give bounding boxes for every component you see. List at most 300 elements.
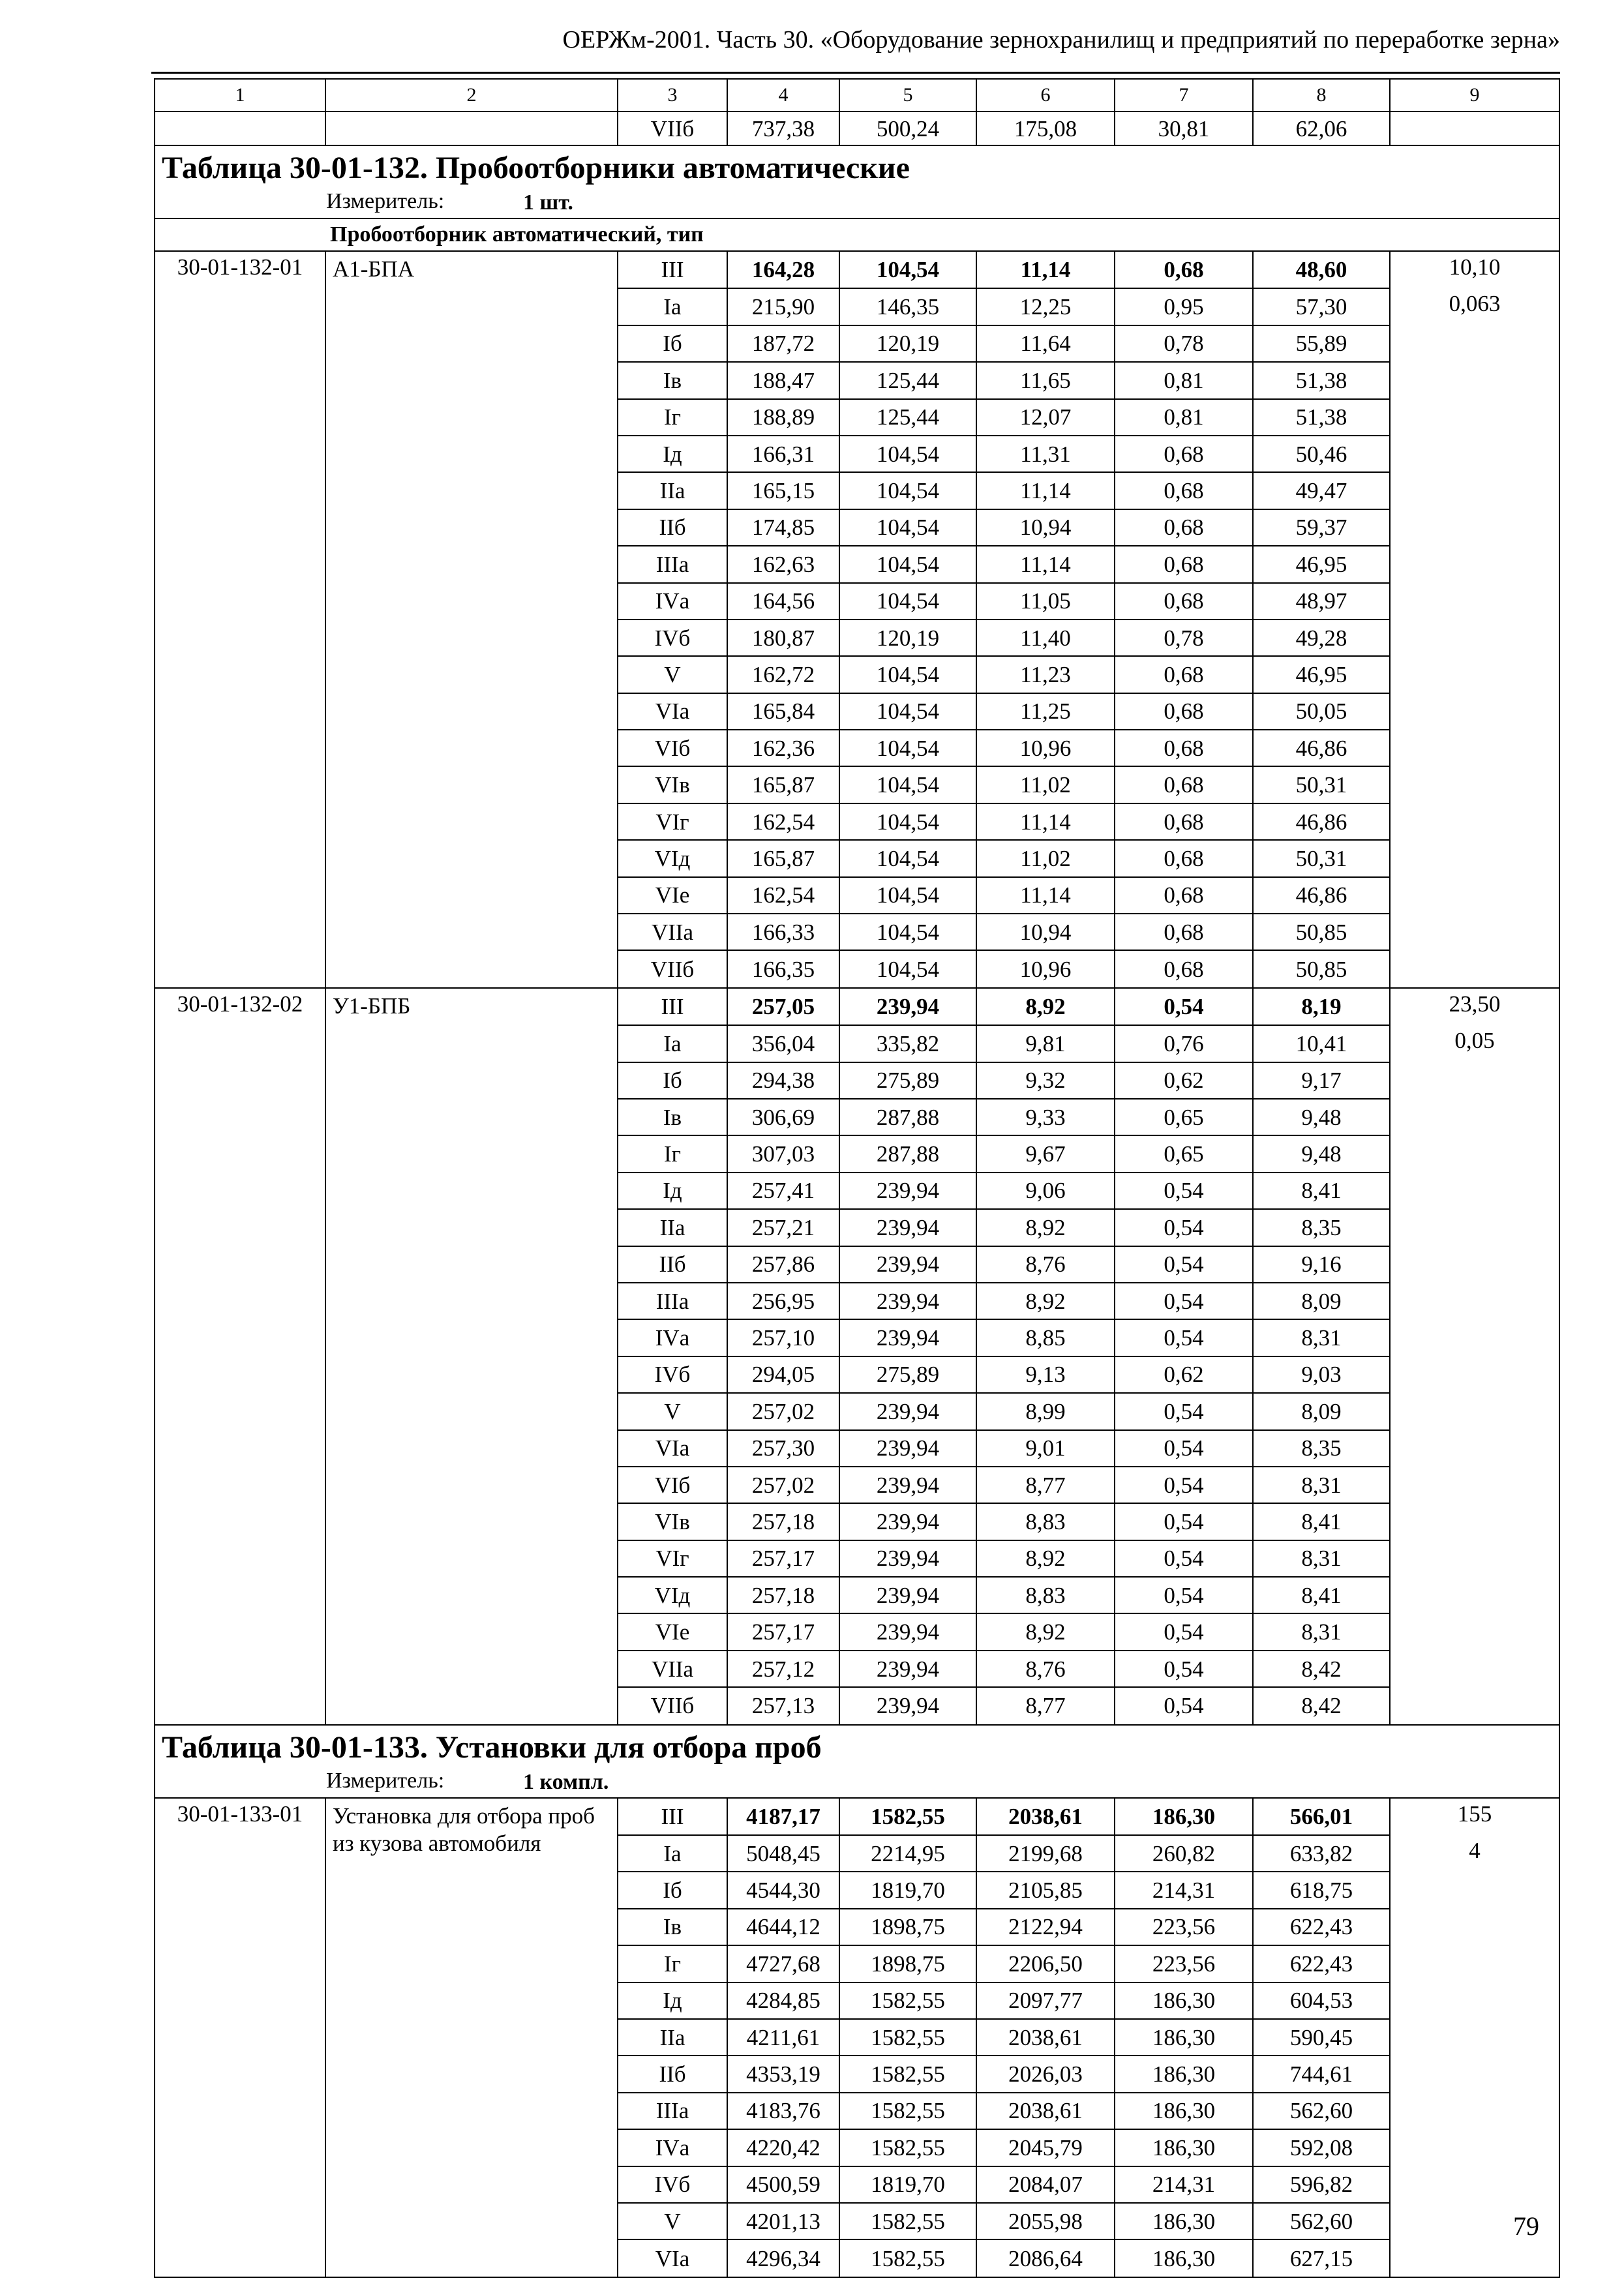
zone-cell: IIIа	[618, 546, 727, 582]
value-cell: 0,68	[1115, 840, 1253, 876]
value-cell: 8,77	[976, 1467, 1115, 1503]
value-cell: 1582,55	[839, 1798, 976, 1835]
value-cell: 0,68	[1115, 583, 1253, 620]
value-cell: 104,54	[839, 730, 976, 766]
value-cell: 500,24	[839, 112, 976, 145]
value-cell: 49,47	[1253, 472, 1390, 509]
zone-cell: VIе	[618, 877, 727, 914]
value-cell: 223,56	[1115, 1909, 1253, 1945]
value-cell: 0,54	[1115, 1173, 1253, 1209]
value-cell: 104,54	[839, 436, 976, 472]
value-cell: 335,82	[839, 1025, 976, 1062]
value-cell: 2206,50	[976, 1945, 1115, 1982]
value-cell: 0,54	[1115, 1687, 1253, 1724]
value-cell: 0,68	[1115, 730, 1253, 766]
value-cell: 125,44	[839, 399, 976, 436]
value-cell: 0,62	[1115, 1356, 1253, 1393]
value-cell: 2038,61	[976, 2093, 1115, 2129]
value-cell: 4353,19	[727, 2056, 839, 2092]
zone-cell: VIIа	[618, 914, 727, 950]
value-cell: 2105,85	[976, 1872, 1115, 1908]
value-cell: 8,42	[1253, 1687, 1390, 1724]
value-cell: 8,41	[1253, 1577, 1390, 1613]
empty-cell	[1390, 1430, 1559, 1467]
zone-cell: VIв	[618, 766, 727, 803]
value-cell: 11,05	[976, 583, 1115, 620]
value-cell: 164,56	[727, 583, 839, 620]
zone-cell: VIд	[618, 1577, 727, 1613]
value-cell: 50,31	[1253, 840, 1390, 876]
value-cell: 186,30	[1115, 1982, 1253, 2019]
section-header-row	[155, 145, 1559, 218]
value-cell: 306,69	[727, 1099, 839, 1135]
value-cell: 11,14	[976, 803, 1115, 840]
value-cell: 10,41	[1253, 1025, 1390, 1062]
value-cell: 2086,64	[976, 2239, 1115, 2277]
value-cell: 0,54	[1115, 1209, 1253, 1246]
empty-cell	[1390, 472, 1559, 509]
value-cell: 2026,03	[976, 2056, 1115, 2092]
header-rule	[151, 72, 1560, 74]
value-cell: 9,81	[976, 1025, 1115, 1062]
empty-cell	[1390, 1945, 1559, 1982]
zone-cell: IVб	[618, 620, 727, 656]
value-cell: 0,95	[1115, 288, 1253, 325]
value-cell: 50,05	[1253, 693, 1390, 730]
value-cell: 30,81	[1115, 112, 1253, 145]
value-cell: 239,94	[839, 1577, 976, 1613]
value-cell: 9,32	[976, 1062, 1115, 1099]
zone-cell: Iг	[618, 1945, 727, 1982]
value-cell: 180,87	[727, 620, 839, 656]
zone-cell: IIIа	[618, 2093, 727, 2129]
value-cell: 11,65	[976, 362, 1115, 398]
value-cell: 8,92	[976, 1613, 1115, 1650]
column-number: 7	[1115, 79, 1253, 112]
zone-cell: Iв	[618, 362, 727, 398]
value-cell: 0,68	[1115, 436, 1253, 472]
subgroup-title: Пробоотборник автоматический, тип	[155, 218, 1559, 251]
zone-cell: VIб	[618, 1467, 727, 1503]
value-cell: 8,92	[976, 1283, 1115, 1319]
value-cell: 0,68	[1115, 766, 1253, 803]
value-cell: 215,90	[727, 288, 839, 325]
value-cell: 744,61	[1253, 2056, 1390, 2092]
zone-cell: V	[618, 2203, 727, 2239]
zone-cell: Iа	[618, 1025, 727, 1062]
zone-cell: Iг	[618, 1135, 727, 1172]
value-cell: 0,68	[1115, 803, 1253, 840]
zone-cell: IIб	[618, 1246, 727, 1283]
value-cell: 4201,13	[727, 2203, 839, 2239]
value-cell: 0,54	[1115, 1393, 1253, 1429]
zone-cell: Iд	[618, 436, 727, 472]
value-cell: 186,30	[1115, 2129, 1253, 2166]
value-cell: 0,68	[1115, 472, 1253, 509]
empty-cell	[1390, 2129, 1559, 2166]
value-cell: 1582,55	[839, 2239, 976, 2277]
value-cell: 1898,75	[839, 1945, 976, 1982]
zone-cell: Iб	[618, 1062, 727, 1099]
value-cell: 2214,95	[839, 1835, 976, 1872]
continuation-row	[155, 112, 1559, 145]
column-number: 5	[839, 79, 976, 112]
column-number: 3	[618, 79, 727, 112]
value-cell: 622,43	[1253, 1909, 1390, 1945]
empty-cell	[1390, 1577, 1559, 1613]
value-cell: 11,23	[976, 656, 1115, 693]
value-cell: 592,08	[1253, 2129, 1390, 2166]
zone-cell: Iд	[618, 1173, 727, 1209]
value-cell: 0,54	[1115, 1503, 1253, 1540]
value-cell: 8,19	[1253, 988, 1390, 1025]
empty-cell	[1390, 656, 1559, 693]
value-cell: 356,04	[727, 1025, 839, 1062]
value-cell: 2097,77	[976, 1982, 1115, 2019]
empty-cell	[1390, 2166, 1559, 2203]
value-cell: 8,31	[1253, 1540, 1390, 1577]
value-cell: 104,54	[839, 950, 976, 987]
zone-cell: VIа	[618, 693, 727, 730]
empty-cell	[1390, 1872, 1559, 1908]
value-cell: 287,88	[839, 1099, 976, 1135]
empty-cell	[1390, 1393, 1559, 1429]
value-cell: 239,94	[839, 1173, 976, 1209]
value-cell: 12,25	[976, 288, 1115, 325]
zone-cell: IVа	[618, 583, 727, 620]
value-cell: 10,94	[976, 914, 1115, 950]
empty-cell	[1390, 1909, 1559, 1945]
value-cell: 239,94	[839, 988, 976, 1025]
zone-cell: VIе	[618, 1613, 727, 1650]
item-name: Установка для отбора проб из кузова автомобиля	[325, 1798, 618, 2277]
value-cell: 257,12	[727, 1651, 839, 1687]
value-cell: 0,68	[1115, 546, 1253, 582]
value-cell: 0,54	[1115, 1246, 1253, 1283]
empty-cell	[1390, 1062, 1559, 1099]
value-cell: 0,68	[1115, 693, 1253, 730]
item-name: У1-БПБ	[325, 988, 618, 1725]
value-cell: 257,41	[727, 1173, 839, 1209]
empty-cell	[1390, 1319, 1559, 1356]
value-cell: 174,85	[727, 509, 839, 546]
value-cell: 0,68	[1115, 877, 1253, 914]
zone-cell: IIа	[618, 472, 727, 509]
value-cell: 8,83	[976, 1503, 1115, 1540]
value-cell: 239,94	[839, 1467, 976, 1503]
column-number: 4	[727, 79, 839, 112]
value-cell: 2038,61	[976, 1798, 1115, 1835]
item-code: 30-01-132-02	[155, 988, 325, 1725]
value-cell: 10,96	[976, 950, 1115, 987]
value-cell: 562,60	[1253, 2093, 1390, 2129]
empty-cell	[1390, 2239, 1559, 2277]
value-cell: 239,94	[839, 1503, 976, 1540]
value-cell: 8,99	[976, 1393, 1115, 1429]
empty-cell	[1390, 1651, 1559, 1687]
value-cell: 188,47	[727, 362, 839, 398]
empty-cell	[1390, 1135, 1559, 1172]
value-cell: 562,60	[1253, 2203, 1390, 2239]
value-cell: 165,87	[727, 766, 839, 803]
table-row	[155, 251, 1559, 288]
value-cell: 104,54	[839, 656, 976, 693]
empty-cell	[1390, 1687, 1559, 1724]
value-cell: 11,40	[976, 620, 1115, 656]
value-cell: 57,30	[1253, 288, 1390, 325]
value-cell: 9,67	[976, 1135, 1115, 1172]
empty-cell	[1390, 509, 1559, 546]
value-cell: 4500,59	[727, 2166, 839, 2203]
value-cell: 162,63	[727, 546, 839, 582]
value-cell: 2084,07	[976, 2166, 1115, 2203]
unit-line	[155, 184, 1559, 218]
value-cell: 257,30	[727, 1430, 839, 1467]
extra-value-cell: 155	[1390, 1798, 1559, 1835]
table-row	[155, 1798, 1559, 1835]
value-cell: 2122,94	[976, 1909, 1115, 1945]
value-cell: 257,05	[727, 988, 839, 1025]
value-cell: 633,82	[1253, 1835, 1390, 1872]
value-cell: 1582,55	[839, 1982, 976, 2019]
zone-cell: Iа	[618, 288, 727, 325]
value-cell: 9,01	[976, 1430, 1115, 1467]
value-cell: 11,14	[976, 546, 1115, 582]
column-number: 2	[325, 79, 618, 112]
zone-cell: Iд	[618, 1982, 727, 2019]
value-cell: 162,72	[727, 656, 839, 693]
value-cell: 9,48	[1253, 1099, 1390, 1135]
zone-cell: III	[618, 1798, 727, 1835]
value-cell: 307,03	[727, 1135, 839, 1172]
value-cell: 11,02	[976, 766, 1115, 803]
empty-cell	[1390, 1283, 1559, 1319]
section-header	[155, 1725, 1559, 1798]
value-cell: 104,54	[839, 509, 976, 546]
value-cell: 239,94	[839, 1540, 976, 1577]
value-cell: 239,94	[839, 1687, 976, 1724]
value-cell: 0,81	[1115, 362, 1253, 398]
value-cell: 2055,98	[976, 2203, 1115, 2239]
value-cell: 46,86	[1253, 877, 1390, 914]
zone-cell: Iб	[618, 1872, 727, 1908]
value-cell: 239,94	[839, 1393, 976, 1429]
value-cell: 146,35	[839, 288, 976, 325]
extra-value-cell: 4	[1390, 1835, 1559, 1872]
empty-cell	[1390, 1099, 1559, 1135]
value-cell: 4644,12	[727, 1909, 839, 1945]
value-cell: 0,54	[1115, 1319, 1253, 1356]
value-cell: 214,31	[1115, 2166, 1253, 2203]
value-cell: 48,60	[1253, 251, 1390, 288]
value-cell: 165,84	[727, 693, 839, 730]
zone-cell: VIб	[618, 730, 727, 766]
subgroup-row	[155, 218, 1559, 251]
empty-cell	[1390, 2093, 1559, 2129]
zone-cell: VIIб	[618, 950, 727, 987]
empty-cell	[1390, 840, 1559, 876]
value-cell: 165,87	[727, 840, 839, 876]
value-cell: 12,07	[976, 399, 1115, 436]
value-cell: 11,14	[976, 877, 1115, 914]
section-header-row	[155, 1725, 1559, 1798]
zone-cell: VIв	[618, 1503, 727, 1540]
value-cell: 8,42	[1253, 1651, 1390, 1687]
value-cell: 0,68	[1115, 509, 1253, 546]
value-cell: 4284,85	[727, 1982, 839, 2019]
value-cell: 104,54	[839, 693, 976, 730]
value-cell: 9,17	[1253, 1062, 1390, 1099]
value-cell: 294,38	[727, 1062, 839, 1099]
value-cell: 9,13	[976, 1356, 1115, 1393]
empty-cell	[1390, 1503, 1559, 1540]
value-cell: 0,76	[1115, 1025, 1253, 1062]
value-cell: 10,94	[976, 509, 1115, 546]
value-cell: 120,19	[839, 620, 976, 656]
zone-cell: IVб	[618, 2166, 727, 2203]
value-cell: 166,35	[727, 950, 839, 987]
zone-cell: IIа	[618, 2019, 727, 2056]
value-cell: 8,35	[1253, 1430, 1390, 1467]
value-cell: 2199,68	[976, 1835, 1115, 1872]
value-cell: 166,31	[727, 436, 839, 472]
empty-cell	[1390, 620, 1559, 656]
value-cell: 11,02	[976, 840, 1115, 876]
value-cell: 46,95	[1253, 546, 1390, 582]
zone-cell: III	[618, 251, 727, 288]
value-cell: 0,54	[1115, 1651, 1253, 1687]
value-cell: 5048,45	[727, 1835, 839, 1872]
empty-cell	[1390, 325, 1559, 362]
value-cell: 186,30	[1115, 2093, 1253, 2129]
value-cell: 0,65	[1115, 1099, 1253, 1135]
value-cell: 239,94	[839, 1283, 976, 1319]
value-cell: 275,89	[839, 1062, 976, 1099]
value-cell: 4183,76	[727, 2093, 839, 2129]
zone-cell: VIIа	[618, 1651, 727, 1687]
unit-label: Измеритель:	[326, 189, 445, 213]
value-cell: 257,18	[727, 1577, 839, 1613]
value-cell: 49,28	[1253, 620, 1390, 656]
empty-cell	[1390, 1246, 1559, 1283]
item-code: 30-01-132-01	[155, 251, 325, 988]
value-cell: 0,65	[1115, 1135, 1253, 1172]
value-cell: 9,16	[1253, 1246, 1390, 1283]
value-cell: 11,64	[976, 325, 1115, 362]
value-cell: 0,68	[1115, 251, 1253, 288]
section-header	[155, 145, 1559, 218]
column-number: 1	[155, 79, 325, 112]
zone-cell: VIIб	[618, 112, 727, 145]
value-cell: 256,95	[727, 1283, 839, 1319]
value-cell: 0,54	[1115, 1430, 1253, 1467]
value-cell: 8,92	[976, 1209, 1115, 1246]
value-cell: 294,05	[727, 1356, 839, 1393]
value-cell: 0,62	[1115, 1062, 1253, 1099]
value-cell: 9,03	[1253, 1356, 1390, 1393]
empty-cell	[1390, 877, 1559, 914]
value-cell: 125,44	[839, 362, 976, 398]
empty-cell	[1390, 112, 1559, 145]
value-cell: 186,30	[1115, 2239, 1253, 2277]
item-name: А1-БПА	[325, 251, 618, 988]
value-cell: 214,31	[1115, 1872, 1253, 1908]
value-cell: 257,17	[727, 1540, 839, 1577]
table-title: Таблица 30-01-132. Пробоотборники автоматические	[162, 151, 910, 185]
zone-cell: V	[618, 1393, 727, 1429]
extra-value-cell: 0,05	[1390, 1025, 1559, 1062]
value-cell: 1819,70	[839, 1872, 976, 1908]
page-number: 79	[1513, 2211, 1539, 2241]
value-cell: 120,19	[839, 325, 976, 362]
value-cell: 187,72	[727, 325, 839, 362]
value-cell: 4211,61	[727, 2019, 839, 2056]
unit-value: 1 компл.	[523, 1769, 609, 1794]
value-cell: 239,94	[839, 1651, 976, 1687]
value-cell: 11,31	[976, 436, 1115, 472]
value-cell: 737,38	[727, 112, 839, 145]
extra-value-cell: 0,063	[1390, 288, 1559, 325]
empty-cell	[1390, 766, 1559, 803]
value-cell: 175,08	[976, 112, 1115, 145]
value-cell: 287,88	[839, 1135, 976, 1172]
value-cell: 1582,55	[839, 2056, 976, 2092]
value-cell: 104,54	[839, 546, 976, 582]
value-cell: 8,77	[976, 1687, 1115, 1724]
empty-cell	[1390, 2056, 1559, 2092]
table-row	[155, 988, 1559, 1025]
value-cell: 186,30	[1115, 2056, 1253, 2092]
value-cell: 104,54	[839, 840, 976, 876]
value-cell: 239,94	[839, 1319, 976, 1356]
value-cell: 0,54	[1115, 1540, 1253, 1577]
extra-value-cell: 23,50	[1390, 988, 1559, 1025]
value-cell: 59,37	[1253, 509, 1390, 546]
value-cell: 4727,68	[727, 1945, 839, 1982]
value-cell: 2045,79	[976, 2129, 1115, 2166]
zone-cell: Iг	[618, 399, 727, 436]
value-cell: 239,94	[839, 1246, 976, 1283]
value-cell: 257,02	[727, 1467, 839, 1503]
value-cell: 51,38	[1253, 399, 1390, 436]
value-cell: 239,94	[839, 1613, 976, 1650]
value-cell: 50,46	[1253, 436, 1390, 472]
zone-cell: Iв	[618, 1909, 727, 1945]
zone-cell: VIа	[618, 2239, 727, 2277]
value-cell: 9,48	[1253, 1135, 1390, 1172]
value-cell: 4220,42	[727, 2129, 839, 2166]
value-cell: 51,38	[1253, 362, 1390, 398]
value-cell: 8,31	[1253, 1613, 1390, 1650]
value-cell: 257,17	[727, 1613, 839, 1650]
value-cell: 46,86	[1253, 803, 1390, 840]
column-number-row	[155, 79, 1559, 112]
value-cell: 257,18	[727, 1503, 839, 1540]
zone-cell: III	[618, 988, 727, 1025]
value-cell: 166,33	[727, 914, 839, 950]
value-cell: 257,02	[727, 1393, 839, 1429]
empty-cell	[1390, 730, 1559, 766]
zone-cell: IIб	[618, 509, 727, 546]
value-cell: 0,54	[1115, 1467, 1253, 1503]
value-cell: 8,76	[976, 1651, 1115, 1687]
value-cell: 104,54	[839, 766, 976, 803]
value-cell: 0,54	[1115, 988, 1253, 1025]
value-cell: 0,68	[1115, 656, 1253, 693]
value-cell: 62,06	[1253, 112, 1390, 145]
empty-cell	[1390, 1467, 1559, 1503]
table-title: Таблица 30-01-133. Установки для отбора проб	[162, 1729, 822, 1765]
